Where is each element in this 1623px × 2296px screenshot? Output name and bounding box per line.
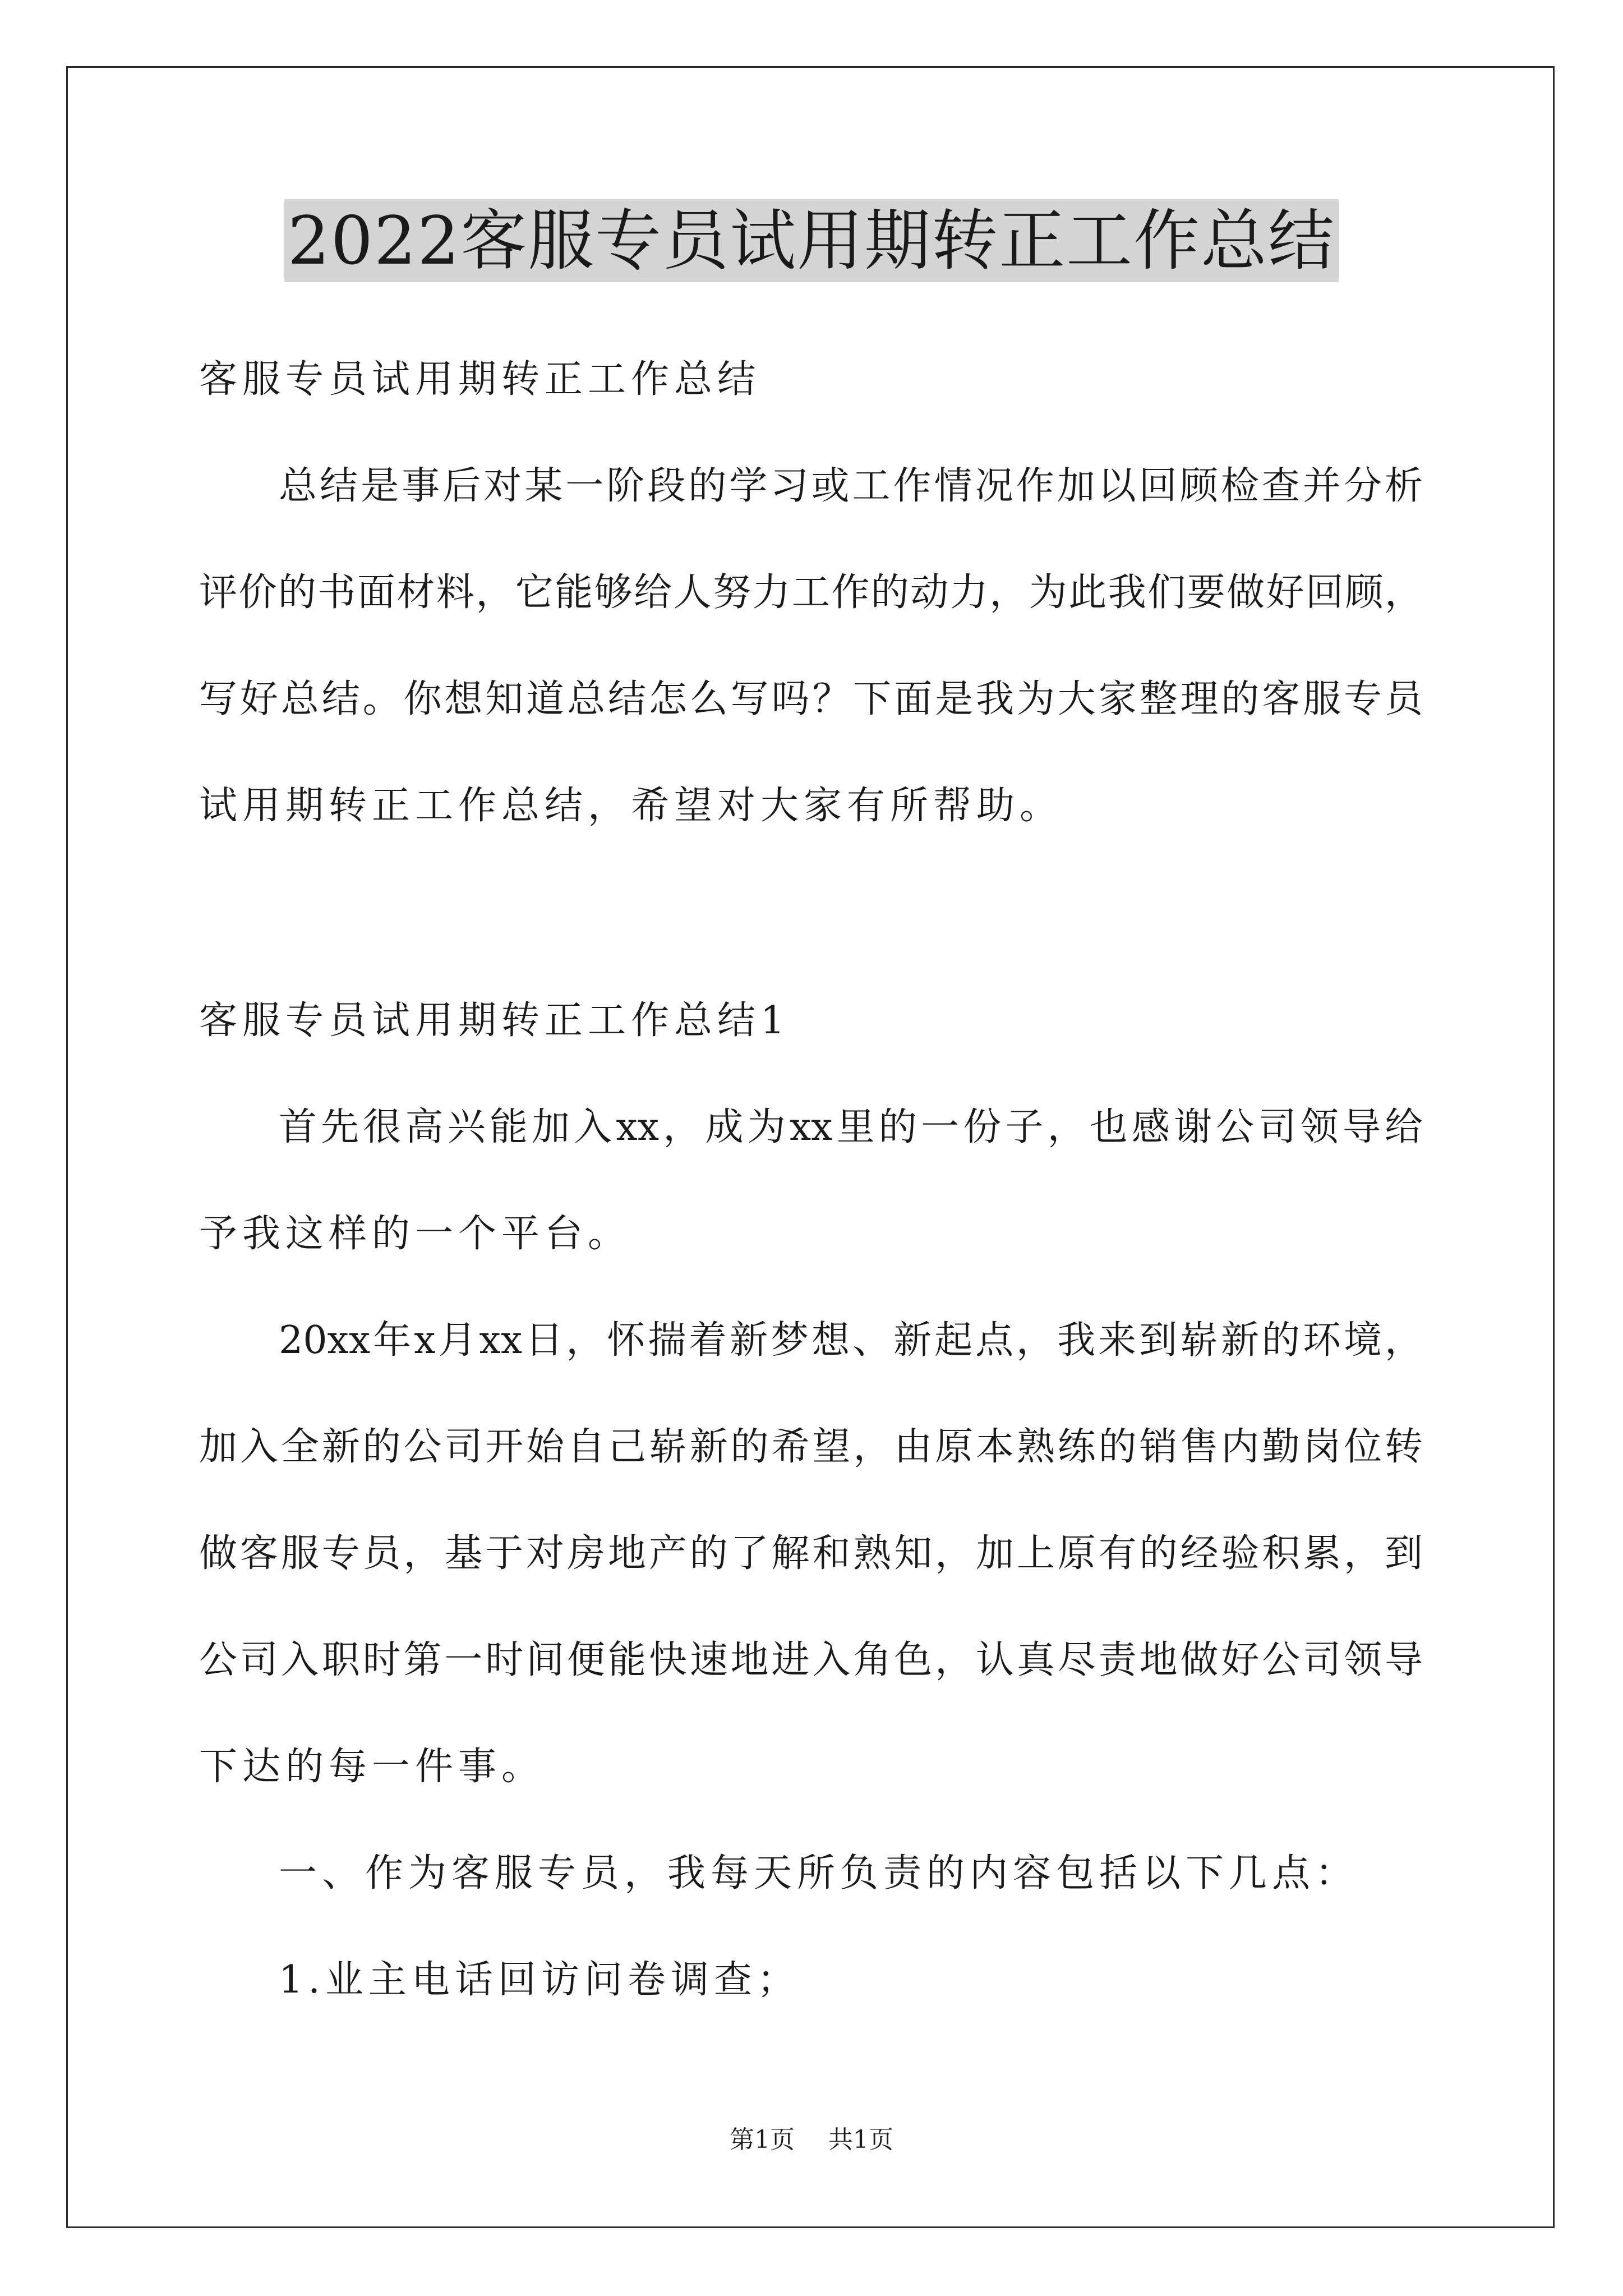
document-subtitle: 客服专员试用期转正工作总结 [199,357,761,402]
page-number: 第1页 [730,2125,795,2154]
para2-line-5: 下达的每一件事。 [199,1745,545,1789]
para2-line-3: 做客服专员，基于对房地产的了解和熟知，加上原有的经验积累，到 [199,1531,1423,1576]
title-container [0,199,1623,282]
document-title: 2022客服专员试用期转正工作总结 [284,199,1339,282]
page-footer [0,2124,1623,2156]
para2-line-1: 20xx年x月xx日，怀揣着新梦想、新起点，我来到崭新的环境， [279,1318,1423,1363]
section-heading: 客服专员试用期转正工作总结1 [199,999,790,1043]
intro-line-3: 写好总结。你想知道总结怎么写吗？下面是我为大家整理的客服专员 [199,677,1423,721]
para3: 一、作为客服专员，我每天所负责的内容包括以下几点： [279,1851,1359,1895]
para1-line-1: 首先很高兴能加入xx，成为xx里的一份子，也感谢公司领导给 [279,1105,1423,1149]
intro-line-2: 评价的书面材料，它能够给人努力工作的动力，为此我们要做好回顾， [199,570,1423,615]
para2-line-2: 加入全新的公司开始自己崭新的希望，由原本熟练的销售内勤岗位转 [199,1425,1423,1469]
para2-line-4: 公司入职时第一时间便能快速地进入角色，认真尽责地做好公司领导 [199,1638,1423,1682]
intro-line-4: 试用期转正工作总结，希望对大家有所帮助。 [199,784,1063,828]
list-item-1: 1.业主电话回访问卷调查； [279,1958,800,2002]
page-total: 共1页 [828,2125,893,2154]
intro-line-1: 总结是事后对某一阶段的学习或工作情况作加以回顾检查并分析 [279,464,1423,508]
para1-line-2: 予我这样的一个平台。 [199,1212,631,1256]
